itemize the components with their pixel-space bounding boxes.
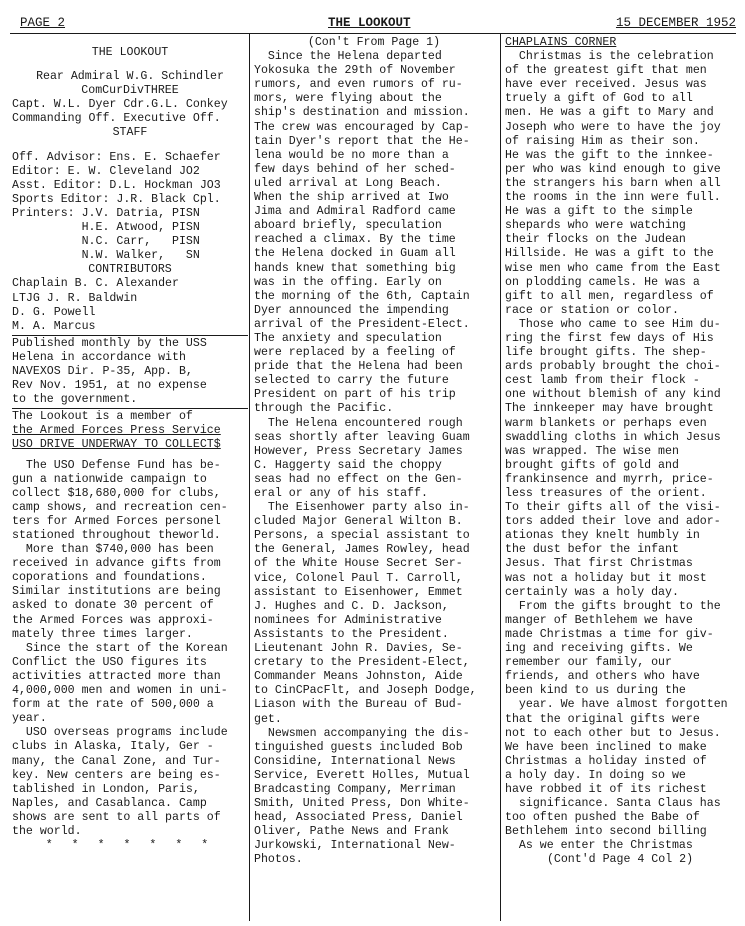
staff-line: Editor: E. W. Cleveland JO2 <box>12 164 200 178</box>
article-line: The innkeeper may have brought <box>505 402 714 416</box>
article-line: less treasures of the orient. <box>505 487 707 500</box>
article-line: the strangers his barn when all <box>505 176 721 190</box>
article-line: Bradcasting Company, Merriman <box>254 782 456 796</box>
article-line: Christmas a holiday insted of <box>505 754 707 768</box>
article-line: The USO Defense Fund has be- <box>12 458 221 472</box>
article-line: selected to carry the future <box>254 374 449 388</box>
notice-line: Rev Nov. 1951, at no expense <box>12 379 207 393</box>
chaplain-heading: CHAPLAINS CORNER <box>505 36 617 49</box>
article-line: 4,000,000 men and women in uni- <box>12 684 228 698</box>
article-line: Jesus. That first Christmas <box>505 557 693 571</box>
article-line: clubs in Alaska, Italy, Ger - <box>12 740 214 754</box>
article-line: form at the rate of 500,000 a <box>12 698 214 712</box>
masthead-title: THE LOOKOUT <box>91 46 169 59</box>
article-line: Jima and Admiral Radford came <box>254 205 456 219</box>
article-line: When the ship arrived at Iwo <box>254 191 449 205</box>
article-line: head, Associated Press, Daniel <box>254 811 463 825</box>
article-line: C. Haggerty said the choppy <box>254 458 442 472</box>
article-line: get. <box>254 712 282 726</box>
article-line: of the White House Secret Ser- <box>254 557 463 571</box>
article-line: cest lamb from their flock - <box>505 374 700 388</box>
header-rule <box>10 33 736 34</box>
section-rule <box>12 408 248 409</box>
left-column <box>12 36 248 853</box>
article-line: the rooms in the inn were full. <box>505 191 721 205</box>
article-line: USO overseas programs include <box>12 726 228 740</box>
article-line: Joseph who were to have the joy <box>505 120 721 134</box>
article-line: a holy day. In doing so we <box>505 768 686 782</box>
notice-line: The Lookout is a member of <box>12 410 193 424</box>
article-line: was wrapped. The wise men <box>505 444 679 458</box>
article-line: have ever received. Jesus was <box>505 78 707 92</box>
article-line: asked to donate 30 percent of <box>12 599 214 613</box>
article-line: frankinsence and myrrh, price- <box>505 472 714 486</box>
article-line: remember our family, our <box>505 656 672 670</box>
article-line: The Helena encountered rough <box>254 416 463 430</box>
article-line: that the original gifts were <box>505 712 700 726</box>
article-line: Hillside. He was a gift to the <box>505 247 714 261</box>
article-line: Christmas is the celebration <box>505 50 714 64</box>
article-line: too often pushed the Babe of <box>505 811 700 825</box>
article-line: shepards who were watching <box>505 219 686 233</box>
article-line: Service, Everett Holles, Mutual <box>254 768 470 782</box>
article-line: To their gifts all of the visi- <box>505 501 721 515</box>
notice-line: to the government. <box>12 393 138 407</box>
notice-line: the Armed Forces Press Service <box>12 424 221 438</box>
article-line: warm blankets or perhaps even <box>505 416 707 430</box>
article-line: uled arrival at Long Beach. <box>254 176 442 190</box>
masthead-line: Rear Admiral W.G. Schindler <box>36 70 224 84</box>
article-line: From the gifts brought to the <box>505 599 721 613</box>
article-line: life brought gifts. The shep- <box>505 346 707 360</box>
staff-list <box>12 151 248 264</box>
newsletter-title: THE LOOKOUT <box>328 16 411 30</box>
article-line: their flocks on the Judean <box>505 233 686 247</box>
staff-line: N.W. Walker, SN <box>12 249 200 263</box>
article-line: Dyer announced the impending <box>254 303 449 317</box>
article-line: cluded Major General Wilton B. <box>254 515 463 529</box>
article-line: Since the Helena departed <box>254 50 442 64</box>
article-line: However, Press Secretary James <box>254 444 463 458</box>
notice-line: Helena in accordance with <box>12 350 186 364</box>
article-line: tablished in London, Paris, <box>12 782 200 796</box>
article-line: cretary to the President-Elect, <box>254 656 470 670</box>
masthead-line: Capt. W.L. Dyer Cdr.G.L. Conkey <box>12 98 228 112</box>
article-line: ing and receiving gifts. We <box>505 642 693 656</box>
masthead-line: STAFF <box>112 126 148 140</box>
article-line: Bethlehem into second billing <box>505 825 707 839</box>
article-line: ationas they knelt humbly in <box>505 529 700 543</box>
article-line: certainly was a holy day. <box>505 585 679 599</box>
staff-line: Asst. Editor: D.L. Hockman JO3 <box>12 178 221 192</box>
article-line: gun a nationwide campaign to <box>12 472 207 486</box>
article-line: the Armed Forces was approxi- <box>12 613 214 627</box>
article-line: arrival of the President-Elect. <box>254 317 470 331</box>
contributor-line: LTJG J. R. Baldwin <box>12 291 138 305</box>
masthead-line: ComCurDivTHREE <box>81 84 179 98</box>
chaplain-article <box>505 50 735 853</box>
column-divider-left <box>249 33 250 921</box>
article-line: stationed throughout theworld. <box>12 529 221 542</box>
article-line: of the greatest gift that men <box>505 64 707 78</box>
page-number: PAGE 2 <box>20 16 66 30</box>
article-line: Oliver, Pathe News and Frank <box>254 825 449 839</box>
article-line: Those who came to see Him du- <box>505 317 721 331</box>
contributors-list <box>12 277 248 333</box>
continued-from: (Con't From Page 1) <box>307 36 441 49</box>
article-line: manger of Bethlehem we have <box>505 613 693 627</box>
article-line: Commander Means Johnston, Aide <box>254 670 463 684</box>
article-line: seas had no effect on the Gen- <box>254 472 463 486</box>
page-header <box>6 14 736 32</box>
article-line: Newsmen accompanying the dis- <box>254 726 470 740</box>
article-line: the Helena docked in Guam all <box>254 247 456 261</box>
article-line: aboard briefly, speculation <box>254 219 442 233</box>
middle-column <box>254 36 494 868</box>
article-line: the morning of the 6th, Captain <box>254 289 470 303</box>
article-line: was in the offing. Early on <box>254 275 442 289</box>
contributor-line: D. G. Powell <box>12 305 96 319</box>
article-line: As we enter the Christmas <box>505 839 693 853</box>
notice-line: Published monthly by the USS <box>12 336 207 350</box>
article-line: Liason with the Bureau of Bud- <box>254 698 463 712</box>
article-line: per who was kind enough to give <box>505 162 721 176</box>
article-line: was not a holiday but it most <box>505 571 707 585</box>
article-line: Since the start of the Korean <box>12 641 228 655</box>
article-line: the General, James Rowley, head <box>254 543 470 557</box>
article-line: tors added their love and ador- <box>505 515 721 529</box>
afps-notice <box>12 410 248 438</box>
article-line: significance. Santa Claus has <box>505 797 721 811</box>
article-line: pride that the Helena had been <box>254 360 463 374</box>
article-line: of raising Him as their son. <box>505 134 700 148</box>
article-line: reached a climax. By the time <box>254 233 456 247</box>
article-line: assistant to Eisenhower, Emmet <box>254 585 463 599</box>
article-line: mors, were flying about the <box>254 92 442 106</box>
article-line: were replaced by a feeling of <box>254 346 456 360</box>
article-line: Conflict the USO figures its <box>12 655 207 669</box>
article-line: The anxiety and speculation <box>254 331 442 345</box>
staff-line: Sports Editor: J.R. Black Cpl. <box>12 192 221 206</box>
article-line: not to each other but to Jesus. <box>505 726 721 740</box>
article-line: one without blemish of any kind <box>505 388 721 402</box>
article-line: camp shows, and recreation cen- <box>12 500 228 514</box>
article-line: Similar institutions are being <box>12 585 221 599</box>
helena-article <box>254 50 494 867</box>
article-line: few days behind of her sched- <box>254 162 456 176</box>
article-line: year. <box>12 712 47 726</box>
right-column <box>505 36 735 868</box>
article-line: He was the gift to the innkee- <box>505 148 714 162</box>
staff-line: H.E. Atwood, PISN <box>12 221 200 235</box>
article-line: Assistants to the President. <box>254 627 449 641</box>
notice-line: NAVEXOS Dir. P-35, App. B, <box>12 364 193 378</box>
continued-to: (Cont'd Page 4 Col 2) <box>546 853 694 867</box>
article-line: brought gifts of gold and <box>505 458 679 472</box>
article-line: tain Dyer's report that the He- <box>254 134 470 148</box>
article-line: key. New centers are being es- <box>12 768 221 782</box>
article-line: received in advance gifts from <box>12 557 221 571</box>
article-line: gift to all men, regardless of <box>505 289 714 303</box>
article-line: rumors, and even rumors of ru- <box>254 78 463 92</box>
article-line: nominees for Administrative <box>254 613 442 627</box>
uso-article <box>12 459 248 840</box>
staff-line: N.C. Carr, PISN <box>12 235 200 249</box>
article-line: Yokosuka the 29th of November <box>254 64 456 78</box>
article-line: Photos. <box>254 853 303 867</box>
article-line: the world. <box>12 824 82 838</box>
article-line: race or station or color. <box>505 303 679 317</box>
article-line: lena would be no more than a <box>254 148 449 162</box>
article-line: friends, and others who have <box>505 670 700 684</box>
article-line: been kind to us during the <box>505 684 686 698</box>
article-line: J. Hughes and C. D. Jackson, <box>254 599 449 613</box>
article-line: on plodding camels. He was a <box>505 275 700 289</box>
article-line: made Christmas a time for giv- <box>505 627 714 641</box>
article-line: Smith, United Press, Don White- <box>254 797 470 811</box>
article-line: seas shortly after leaving Guam <box>254 430 470 444</box>
article-line: We have been inclined to make <box>505 740 707 754</box>
article-line: have robbed it of its richest <box>505 782 707 796</box>
article-line: ring the first few days of His <box>505 331 714 345</box>
article-line: swaddling cloths in which Jesus <box>505 430 721 444</box>
article-line: activities attracted more than <box>12 669 221 683</box>
article-line: year. We have almost forgotten <box>505 698 728 712</box>
article-line: men. He was a gift to Mary and <box>505 106 714 120</box>
column-divider-right <box>500 33 501 921</box>
staff-line: Off. Advisor: Ens. E. Schaefer <box>12 150 221 164</box>
article-line: Persons, a special assistant to <box>254 529 470 543</box>
article-line: ship's destination and mission. <box>254 106 470 120</box>
article-line: The Eisenhower party also in- <box>254 501 470 515</box>
article-line: The crew was encouraged by Cap- <box>254 120 470 134</box>
article-line: tinguished guests included Bob <box>254 740 463 754</box>
article-line: the dust befor the infant <box>505 543 679 557</box>
article-line: Lieutenant John R. Davies, Se- <box>254 642 463 656</box>
article-line: Naples, and Casablanca. Camp <box>12 796 207 810</box>
publication-notice <box>12 337 248 407</box>
contributors-heading: CONTRIBUTORS <box>88 263 172 277</box>
issue-date: 15 DECEMBER 1952 <box>615 16 736 30</box>
article-line: Considine, International News <box>254 754 456 768</box>
article-line: vice, Colonel Paul T. Carroll, <box>254 571 463 585</box>
section-rule <box>12 335 248 336</box>
article-line: He was a gift to the simple <box>505 205 693 219</box>
contributor-line: M. A. Marcus <box>12 319 96 333</box>
article-line: eral or any of his staff. <box>254 487 428 500</box>
article-line: collect $18,680,000 for clubs, <box>12 486 221 500</box>
article-line: More than $740,000 has been <box>12 543 214 557</box>
uso-headline: USO DRIVE UNDERWAY TO COLLECT$ <box>12 438 221 452</box>
article-line: through the Pacific. <box>254 402 394 416</box>
article-line: truely a gift of God to all <box>505 92 693 106</box>
article-line: mately three times larger. <box>12 627 193 641</box>
article-line: Jurkowski, International New- <box>254 839 456 853</box>
article-line: ters for Armed Forces personel <box>12 514 221 528</box>
article-line: President on part of his trip <box>254 388 456 402</box>
article-line: to CinCPacFlt, and Joseph Dodge, <box>254 684 477 698</box>
staff-line: Printers: J.V. Datria, PISN <box>12 206 200 220</box>
contributor-line: Chaplain B. C. Alexander <box>12 277 179 291</box>
section-stars: * * * * * * * <box>45 839 215 853</box>
article-line: shows are sent to all parts of <box>12 810 221 824</box>
article-line: many, the Canal Zone, and Tur- <box>12 754 221 768</box>
article-line: hands knew that something big <box>254 261 456 275</box>
article-line: ards probably brought the choi- <box>505 360 721 374</box>
article-line: wise men who came from the East <box>505 261 721 275</box>
article-line: coporations and foundations. <box>12 571 207 585</box>
masthead-line: Commanding Off. Executive Off. <box>12 112 221 126</box>
